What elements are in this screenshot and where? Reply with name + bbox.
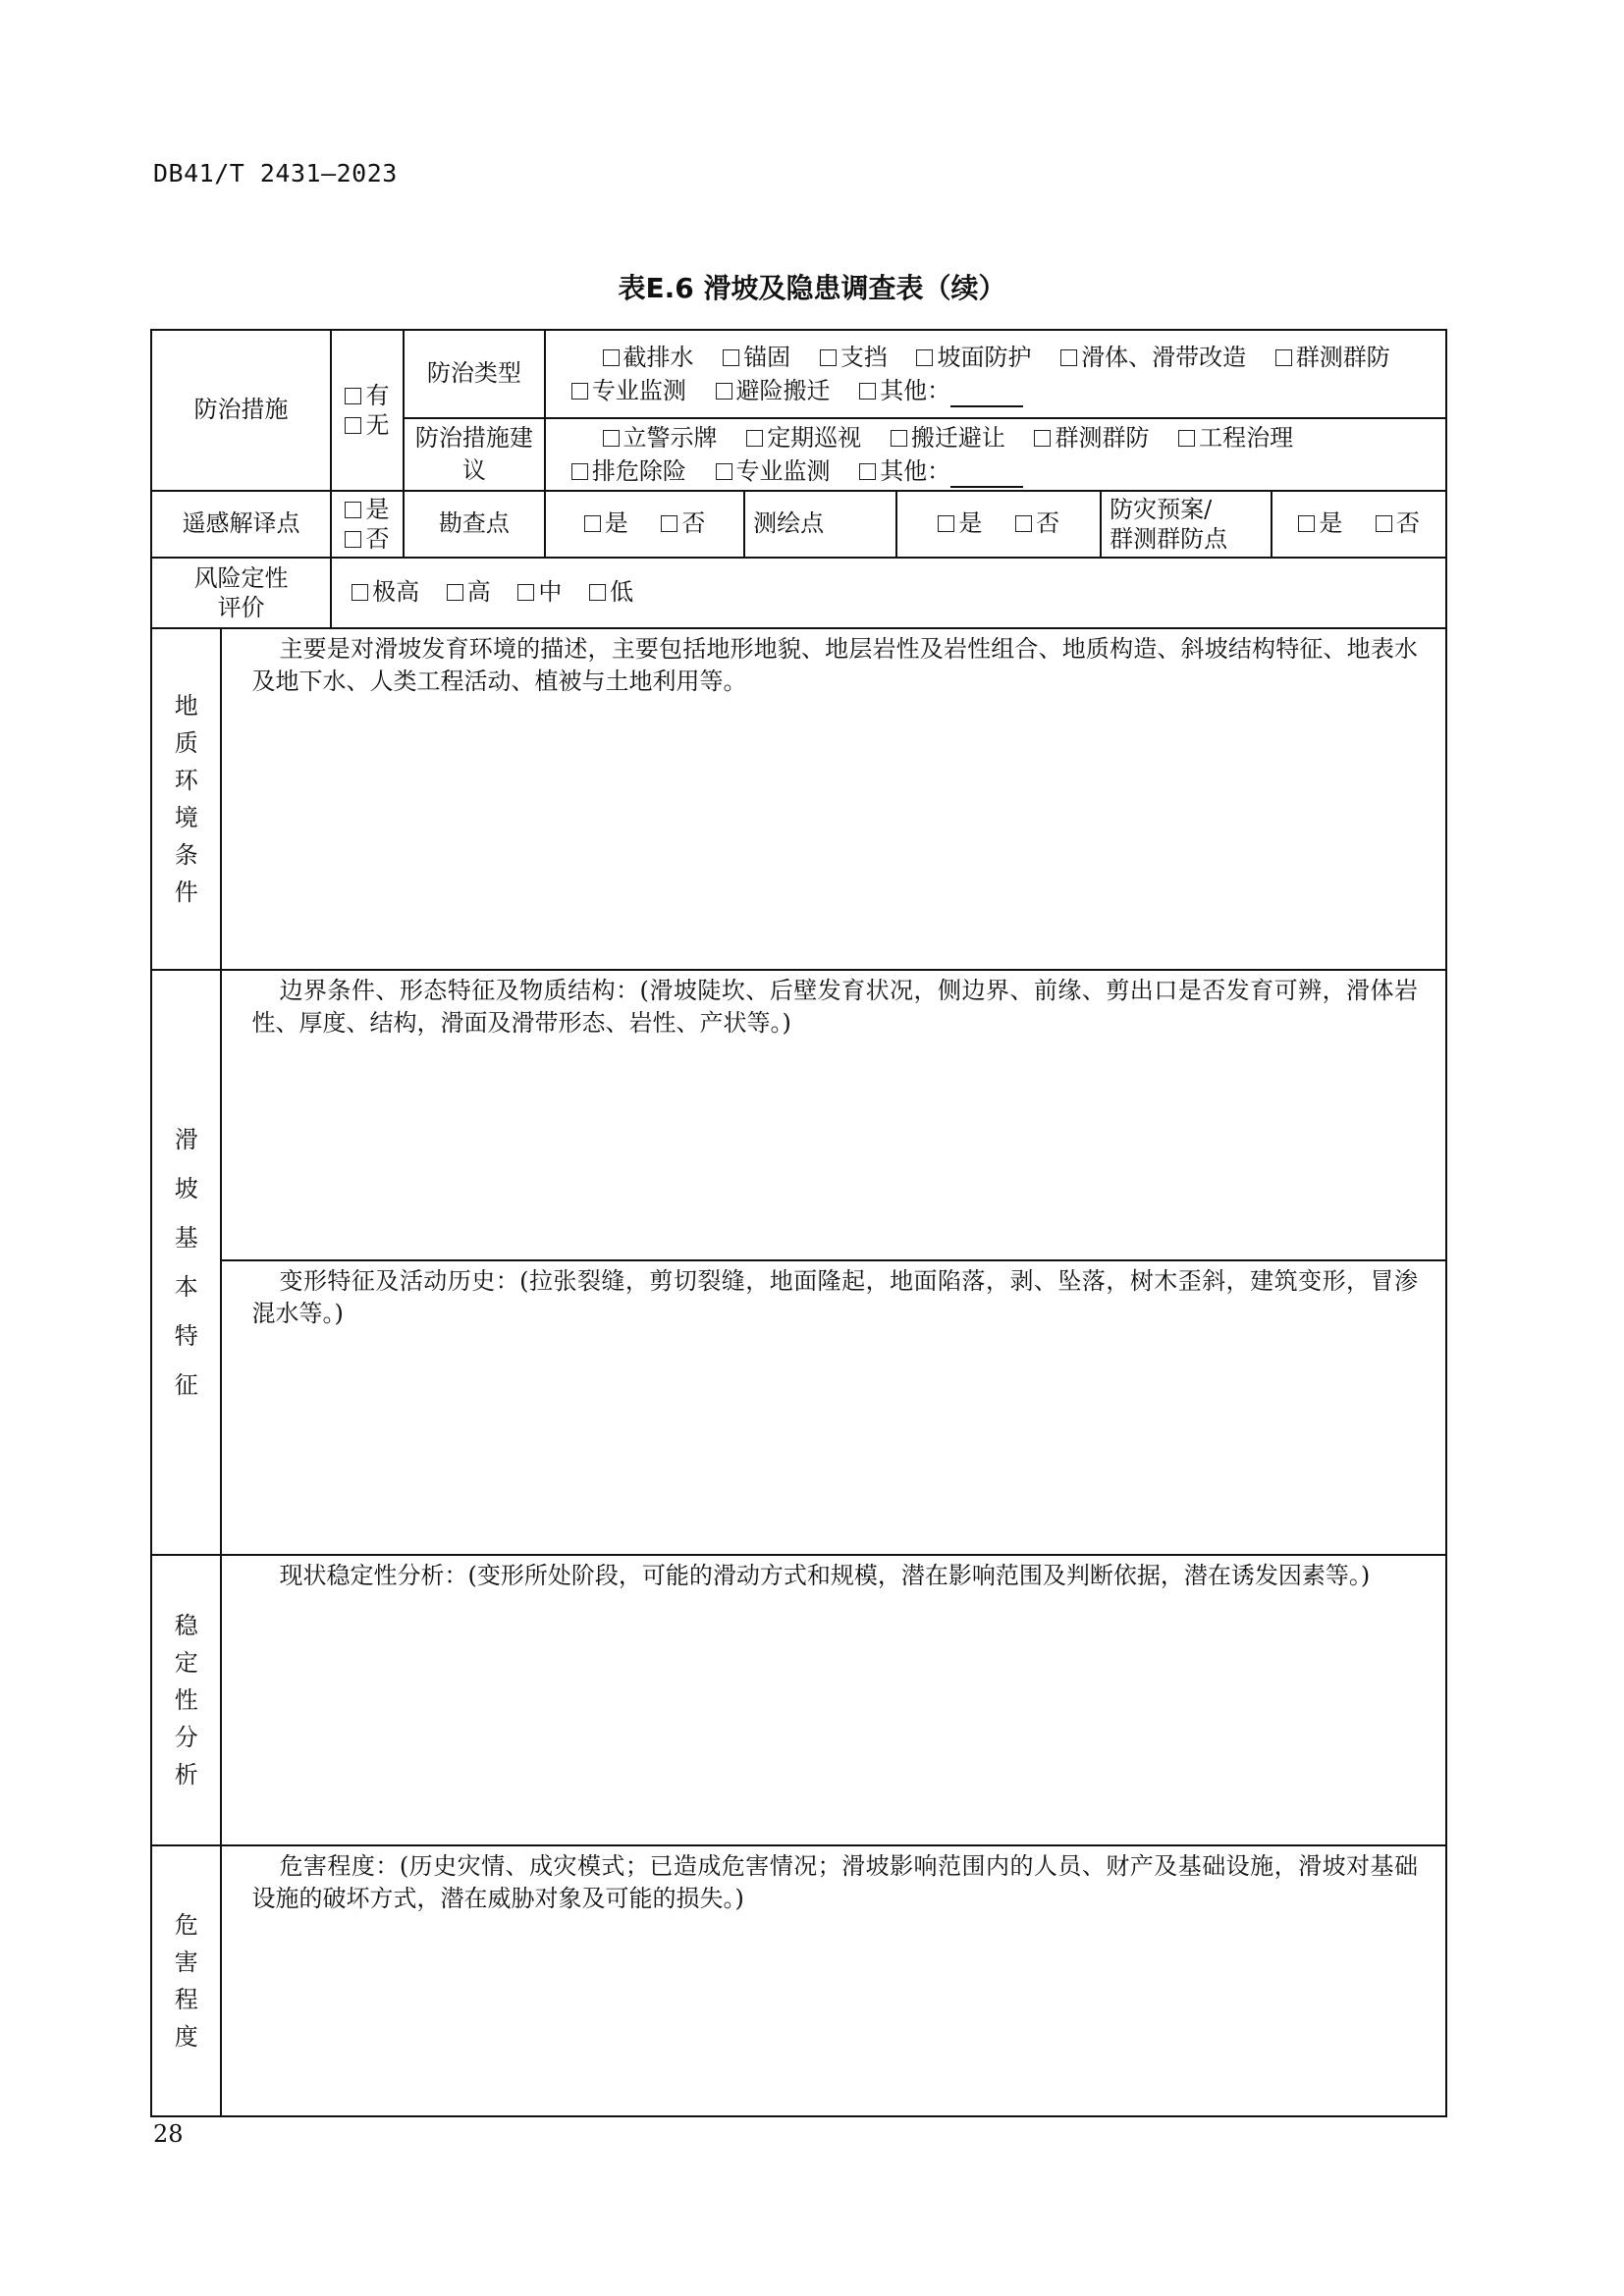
type-option[interactable]: 避险搬迁 xyxy=(716,374,831,407)
suggest-options xyxy=(545,418,1446,491)
type-option[interactable]: 锚固 xyxy=(723,341,790,374)
checkbox-icon xyxy=(603,349,620,366)
other-blank[interactable] xyxy=(950,466,1023,488)
stability-label: 稳 定 性 分 析 xyxy=(151,1555,221,1845)
type-option[interactable]: 群测群防 xyxy=(1275,341,1390,374)
suggest-option[interactable]: 搬迁避让 xyxy=(891,421,1005,454)
checkbox-icon xyxy=(1060,349,1077,366)
risk-options xyxy=(331,558,1446,628)
page-number: 28 xyxy=(153,2120,184,2148)
option-has[interactable]: 有 xyxy=(340,381,395,410)
risk-option[interactable]: 低 xyxy=(589,576,633,609)
checkbox-icon xyxy=(352,584,368,601)
checkbox-icon xyxy=(859,383,876,400)
control-measures-label: 防治措施 xyxy=(151,330,331,491)
suggest-option[interactable]: 专业监测 xyxy=(716,454,831,488)
type-option-other[interactable]: 其他： xyxy=(859,374,1023,407)
checkbox-icon xyxy=(584,515,601,532)
checkbox-icon xyxy=(820,349,837,366)
survey-yes[interactable]: 是 xyxy=(584,507,628,540)
suggest-option[interactable]: 排危除险 xyxy=(571,454,686,488)
type-option[interactable]: 坡面防护 xyxy=(916,341,1031,374)
checkbox-icon xyxy=(891,430,907,447)
geo-env-field[interactable]: 主要是对滑坡发育环境的描述，主要包括地形地貌、地层岩性及岩性组合、地质构造、斜坡结构特征、地表水及地下水、人类工程活动、植被与土地利用等。 xyxy=(221,628,1446,970)
checkbox-icon xyxy=(345,531,361,548)
survey-no[interactable]: 否 xyxy=(661,507,705,540)
checkbox-icon xyxy=(571,463,588,480)
mapping-yes[interactable]: 是 xyxy=(938,507,982,540)
checkbox-icon xyxy=(589,584,606,601)
risk-option[interactable]: 中 xyxy=(517,576,562,609)
option-none[interactable]: 无 xyxy=(340,410,395,440)
checkbox-icon xyxy=(916,349,933,366)
remote-options xyxy=(331,491,404,558)
suggest-option[interactable]: 定期巡视 xyxy=(746,421,861,454)
checkbox-icon xyxy=(1376,515,1392,532)
remote-no[interactable]: 否 xyxy=(340,524,395,554)
checkbox-icon xyxy=(603,430,620,447)
survey-point-label: 勘查点 xyxy=(404,491,545,558)
suggest-option[interactable]: 工程治理 xyxy=(1178,421,1293,454)
mapping-point-options xyxy=(896,491,1101,558)
plan-yes[interactable]: 是 xyxy=(1298,507,1342,540)
checkbox-icon xyxy=(859,463,876,480)
risk-option[interactable]: 高 xyxy=(447,576,491,609)
mapping-point-label: 测绘点 xyxy=(744,491,896,558)
plan-point-label: 防灾预案/ 群测群防点 xyxy=(1101,491,1272,558)
plan-point-options xyxy=(1272,491,1446,558)
checkbox-icon xyxy=(1275,349,1292,366)
suggest-label: 防治措施建议 xyxy=(404,418,545,491)
checkbox-icon xyxy=(447,584,463,601)
type-option[interactable]: 支挡 xyxy=(820,341,888,374)
suggest-option[interactable]: 群测群防 xyxy=(1034,421,1149,454)
remote-label: 遥感解译点 xyxy=(151,491,331,558)
control-type-options xyxy=(545,330,1446,418)
checkbox-icon xyxy=(345,417,361,434)
risk-label: 风险定性 评价 xyxy=(151,558,331,628)
survey-point-options xyxy=(545,491,744,558)
checkbox-icon xyxy=(345,388,361,404)
checkbox-icon xyxy=(716,383,732,400)
checkbox-icon xyxy=(1015,515,1032,532)
checkbox-icon xyxy=(723,349,739,366)
geo-env-label: 地 质 环 境 条 件 xyxy=(151,628,221,970)
checkbox-icon xyxy=(746,430,763,447)
boundary-field[interactable]: 边界条件、形态特征及物质结构：(滑坡陡坎、后壁发育状况，侧边界、前缘、剪出口是否发育可辨，滑体岩性、厚度、结构，滑面及滑带形态、岩性、产状等。) xyxy=(221,970,1446,1260)
risk-option[interactable]: 极高 xyxy=(352,576,419,609)
checkbox-icon xyxy=(661,515,677,532)
has-control-cell xyxy=(331,330,404,491)
hazard-label: 危 害 程 度 xyxy=(151,1845,221,2116)
hazard-field[interactable]: 危害程度：(历史灾情、成灾模式；已造成危害情况；滑坡影响范围内的人员、财产及基础设施，滑坡对基础设施的破坏方式，潜在威胁对象及可能的损失。) xyxy=(221,1845,1446,2116)
checkbox-icon xyxy=(1298,515,1315,532)
suggest-option-other[interactable]: 其他： xyxy=(859,454,1023,488)
remote-yes[interactable]: 是 xyxy=(340,495,395,524)
checkbox-icon xyxy=(1178,430,1195,447)
type-option[interactable]: 滑体、滑带改造 xyxy=(1060,341,1246,374)
other-blank[interactable] xyxy=(950,386,1023,407)
plan-no[interactable]: 否 xyxy=(1376,507,1420,540)
checkbox-icon xyxy=(517,584,534,601)
checkbox-icon xyxy=(1034,430,1051,447)
checkbox-icon xyxy=(345,502,361,518)
checkbox-icon xyxy=(938,515,954,532)
document-id: DB41/T 2431—2023 xyxy=(153,159,398,187)
checkbox-icon xyxy=(716,463,732,480)
checkbox-icon xyxy=(571,383,588,400)
type-option[interactable]: 专业监测 xyxy=(571,374,686,407)
type-option[interactable]: 截排水 xyxy=(603,341,694,374)
table-title: 表E.6 滑坡及隐患调查表（续） xyxy=(618,272,1006,304)
stability-field[interactable]: 现状稳定性分析：(变形所处阶段，可能的滑动方式和规模，潜在影响范围及判断依据，潜在诱发因素等。) xyxy=(221,1555,1446,1845)
control-type-label: 防治类型 xyxy=(404,330,545,418)
basic-features-label: 滑 坡 基 本 特 征 xyxy=(151,970,221,1555)
suggest-option[interactable]: 立警示牌 xyxy=(603,421,718,454)
deformation-field[interactable]: 变形特征及活动历史：(拉张裂缝，剪切裂缝，地面隆起，地面陷落，剥、坠落，树木歪斜，建筑变形，冒渗混水等。) xyxy=(221,1260,1446,1555)
survey-table xyxy=(150,329,1447,2117)
mapping-no[interactable]: 否 xyxy=(1015,507,1059,540)
